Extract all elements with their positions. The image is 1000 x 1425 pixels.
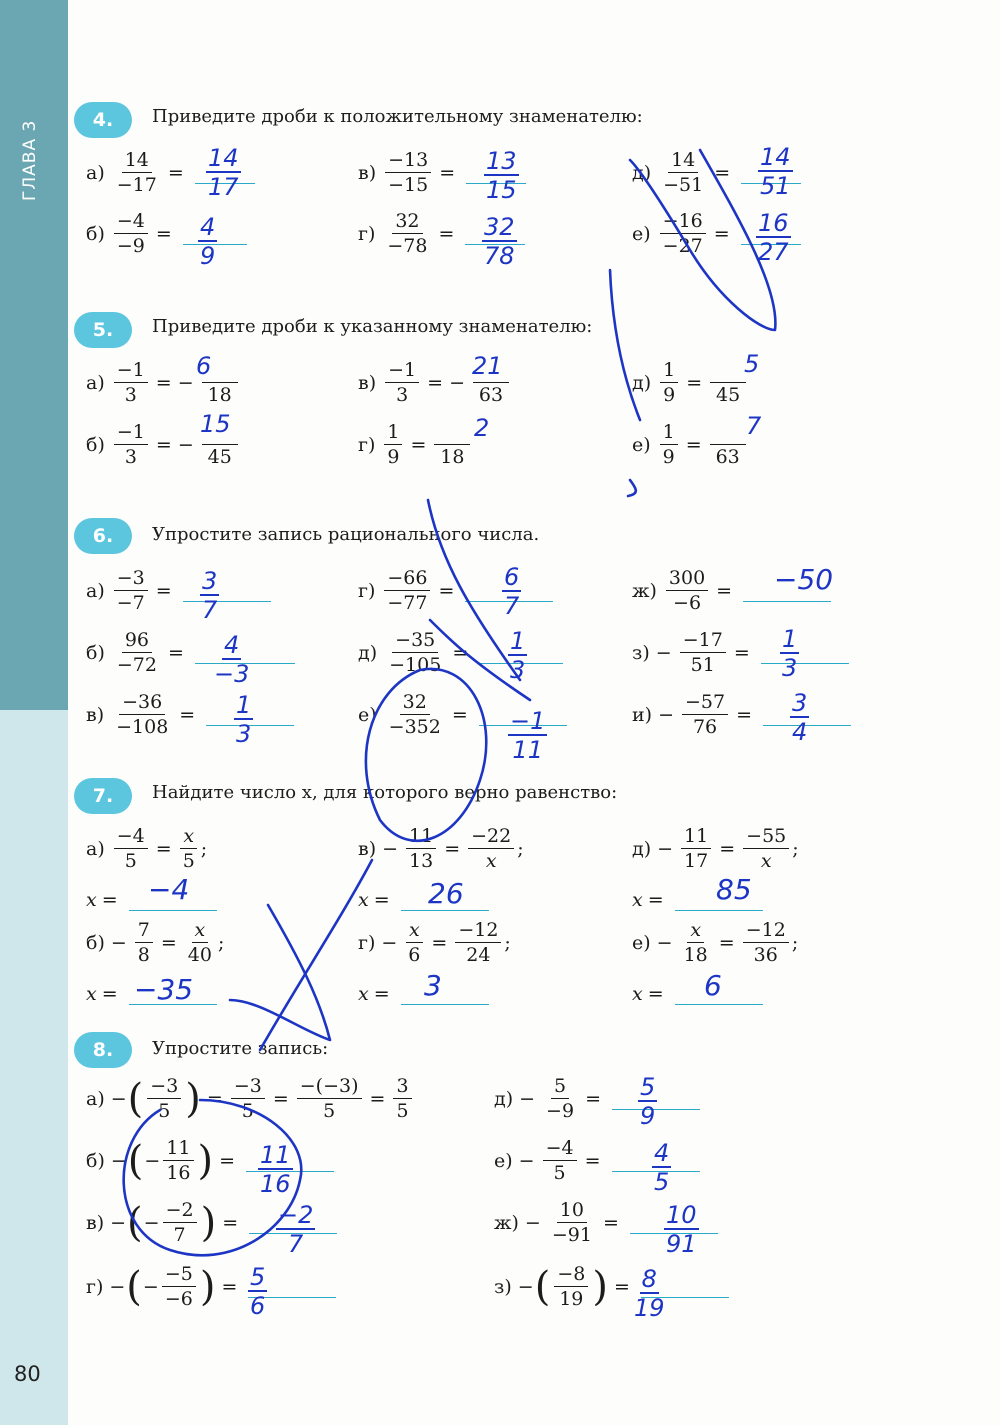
exercise-6-badge: 6. bbox=[74, 518, 132, 554]
handwritten-answer: $\frac{5}{6}$ bbox=[250, 1263, 266, 1320]
ex7-x-row-v: x = bbox=[358, 888, 489, 911]
exercise-4-badge: 4. bbox=[74, 102, 132, 138]
ex7-x-row-e: x = bbox=[632, 982, 763, 1005]
ex5-item-d: д) $\frac{1}{9}$ = 45 bbox=[632, 358, 749, 407]
ex6-item-b: б) $\frac{96}{-72}$ = bbox=[86, 628, 295, 677]
handwritten-answer: $\frac{5}{9}$ bbox=[640, 1073, 656, 1130]
handwritten-answer: $\frac{4}{-3}$ bbox=[214, 631, 250, 688]
ex7-x-row-b: x = bbox=[86, 982, 217, 1005]
item-label: а) bbox=[86, 161, 105, 184]
ex7-item-e: е) − $\frac{x}{18}$ = $\frac{-12}{36}$ ; bbox=[632, 919, 799, 966]
page-number: 80 bbox=[14, 1362, 41, 1386]
ex5-item-e: е) $\frac{1}{9}$ = 63 bbox=[632, 420, 749, 469]
ex6-item-g: г) $\frac{-66}{-77}$ = bbox=[358, 566, 553, 615]
handwritten-answer: 6 bbox=[196, 352, 212, 380]
ex6-item-z: з) − $\frac{-17}{51}$ = bbox=[632, 628, 849, 677]
chapter-label: ГЛАВА 3 bbox=[20, 119, 40, 201]
chapter-sidebar bbox=[0, 0, 68, 710]
answer-blank[interactable] bbox=[761, 641, 849, 664]
handwritten-answer: $\frac{8}{19}$ bbox=[634, 1265, 665, 1322]
handwritten-answer: $\frac{14}{17}$ bbox=[208, 144, 239, 201]
fraction: $\frac{14}{-17}$ bbox=[116, 149, 157, 196]
handwritten-answer: $\frac{3}{4}$ bbox=[792, 689, 808, 746]
ex8-item-g: г) − ( − $\frac{-5}{-6}$ ) = bbox=[86, 1262, 336, 1311]
handwritten-answer: 6 bbox=[704, 969, 722, 1002]
ex5-item-a: а) $\frac{-1}{3}$ = − 18 bbox=[86, 358, 241, 407]
exercise-6-title: Упростите запись рационального числа. bbox=[152, 524, 540, 545]
handwritten-answer: 26 bbox=[428, 877, 464, 910]
ex7-x-row-a: x = bbox=[86, 888, 217, 911]
handwritten-answer: 3 bbox=[424, 969, 442, 1002]
handwritten-answer: $\frac{1}{3}$ bbox=[236, 691, 252, 748]
ex6-item-v: в) $\frac{-36}{-108}$ = bbox=[86, 690, 294, 739]
ex6-item-zh: ж) $\frac{300}{-6}$ = bbox=[632, 566, 831, 615]
ex7-x-row-d: x = bbox=[632, 888, 763, 911]
handwritten-answer: −4 bbox=[148, 873, 190, 906]
ex4-item-v: в) $\frac{-13}{-15}$ = bbox=[358, 148, 526, 197]
exercise-4-title: Приведите дроби к положительному знаменателю: bbox=[152, 106, 643, 127]
ex4-item-d: д) $\frac{14}{-51}$ = bbox=[632, 148, 801, 197]
handwritten-answer: $\frac{-1}{11}$ bbox=[510, 707, 546, 764]
exercise-5-badge: 5. bbox=[74, 312, 132, 348]
handwritten-answer: $\frac{10}{91}$ bbox=[666, 1201, 697, 1258]
ex7-item-v: в) − $\frac{11}{13}$ = $\frac{-22}{x}$ ; bbox=[358, 825, 524, 872]
ex6-item-e: е) $\frac{32}{-352}$ = bbox=[358, 690, 567, 739]
ex5-item-v: в) $\frac{-1}{3}$ = − 63 bbox=[358, 358, 512, 407]
handwritten-answer: $\frac{4}{5}$ bbox=[654, 1139, 670, 1196]
handwritten-answer: $\frac{14}{51}$ bbox=[760, 143, 791, 200]
ex8-item-b: б) − ( − $\frac{11}{16}$ ) = bbox=[86, 1136, 334, 1185]
ex6-item-i: и) − $\frac{-57}{76}$ = bbox=[632, 690, 851, 739]
ex8-item-v: в) − ( − $\frac{-2}{7}$ ) = bbox=[86, 1198, 337, 1247]
handwritten-answer: 2 bbox=[474, 414, 490, 442]
ex7-item-d: д) − $\frac{11}{17}$ = $\frac{-55}{x}$ ; bbox=[632, 825, 799, 872]
ex4-item-e: е) $\frac{-16}{-27}$ = bbox=[632, 209, 801, 258]
exercise-5-title: Приведите дроби к указанному знаменателю: bbox=[152, 316, 593, 337]
handwritten-answer: 15 bbox=[200, 410, 231, 438]
ex8-item-a: а) − ( $\frac{-3}{5}$ ) = $\frac{-3}{5}$ = $\frac{-(-3)}{5}$ = $\frac{3}{5}$ bbox=[86, 1074, 415, 1123]
ex6-item-d: д) $\frac{-35}{-105}$ = bbox=[358, 628, 563, 677]
handwritten-answer: 7 bbox=[746, 412, 762, 440]
handwritten-answer: $\frac{1}{3}$ bbox=[782, 625, 798, 682]
sidebar-lower bbox=[0, 710, 68, 1425]
exercise-8-badge: 8. bbox=[74, 1032, 132, 1068]
handwritten-answer: −50 bbox=[774, 563, 834, 596]
ex5-item-g: г) $\frac{1}{9}$ = 18 bbox=[358, 420, 473, 469]
ex7-x-row-g: x = bbox=[358, 982, 489, 1005]
ex7-item-b: б) − $\frac{7}{8}$ = $\frac{x}{40}$ ; bbox=[86, 919, 225, 966]
ex7-item-g: г) − $\frac{x}{6}$ = $\frac{-12}{24}$ ; bbox=[358, 919, 511, 966]
ex4-item-g: г) $\frac{32}{-78}$ = bbox=[358, 209, 525, 258]
handwritten-answer: $\frac{3}{7}$ bbox=[202, 567, 218, 624]
handwritten-answer: 21 bbox=[472, 352, 503, 380]
handwritten-answer: 5 bbox=[744, 350, 760, 378]
handwritten-answer: 85 bbox=[716, 873, 752, 906]
handwritten-answer: $\frac{6}{7}$ bbox=[504, 563, 520, 620]
handwritten-answer: $\frac{4}{9}$ bbox=[200, 213, 216, 270]
answer-blank[interactable] bbox=[401, 982, 489, 1005]
ex7-item-a: а) $\frac{-4}{5}$ = $\frac{x}{5}$ ; bbox=[86, 825, 208, 872]
ex5-item-b: б) $\frac{-1}{3}$ = − 45 bbox=[86, 420, 241, 469]
exercise-7-badge: 7. bbox=[74, 778, 132, 814]
handwritten-answer: $\frac{32}{78}$ bbox=[484, 213, 515, 270]
ex8-item-zh: ж) − $\frac{10}{-91}$ = bbox=[494, 1198, 718, 1247]
ex8-item-d: д) − $\frac{5}{-9}$ = bbox=[494, 1074, 700, 1123]
handwritten-answer: $\frac{1}{3}$ bbox=[510, 627, 526, 684]
ex4-item-b: б) $\frac{-4}{-9}$ = bbox=[86, 209, 247, 258]
ex4-item-a: а) $\frac{14}{-17}$ = bbox=[86, 148, 255, 197]
ex8-item-e: е) − $\frac{-4}{5}$ = bbox=[494, 1136, 700, 1185]
handwritten-answer: $\frac{13}{15}$ bbox=[486, 147, 517, 204]
answer-blank[interactable] bbox=[183, 579, 271, 602]
handwritten-answer: $\frac{-2}{7}$ bbox=[278, 1201, 314, 1258]
exercise-8-title: Упростите запись: bbox=[152, 1038, 329, 1059]
ex8-item-z: з) − ( $\frac{-8}{19}$ ) = bbox=[494, 1262, 729, 1311]
handwritten-answer: $\frac{16}{27}$ bbox=[758, 209, 789, 266]
handwritten-answer: $\frac{11}{16}$ bbox=[260, 1141, 291, 1198]
exercise-7-title: Найдите число x, для которого верно равенство: bbox=[152, 782, 618, 803]
ex6-item-a: а) $\frac{-3}{-7}$ = bbox=[86, 566, 271, 615]
handwritten-answer: −35 bbox=[134, 973, 194, 1006]
